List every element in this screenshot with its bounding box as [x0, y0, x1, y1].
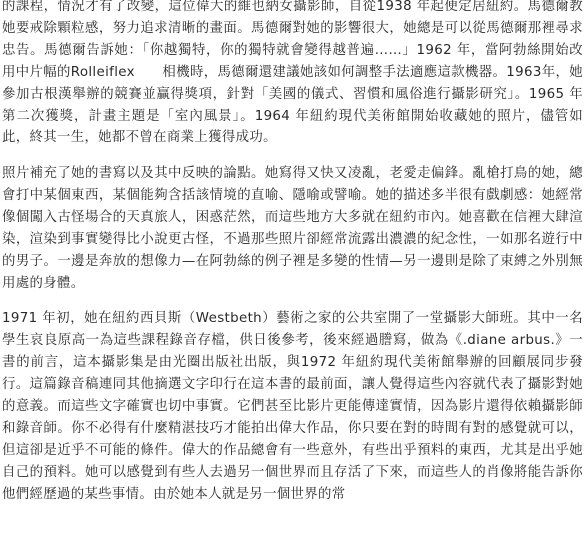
paragraph-1: 的課程，情況才有了改變，這位偉大的維也納女攝影師，自從1938 年起便定居紐約。馬德爾教她要戒除顆粒感，努力追求清晰的畫面。馬德爾對她的影響很大，她總是可以從馬德爾那裡尋求忠告。馬德爾告訴她：「你越獨特，你的獨特就會變得越普遍……」1962 年，當阿勃絲開始改用中片幅的Rolleiflex 相機時，馬德爾還建議她該如何調整手法適應這款機器。1963年，她參加古根漢舉辦的競賽並贏得獎項，針對「美國的儀式、習慣和風俗進行攝影研究」。1965 年第二次獲獎，計畫主題是「室內風景」。1964 年紐約現代美術館開始收藏她的照片，儘管如此，終其一生，她都不曾在商業上獲得成功。 [2, 0, 583, 146]
paragraph-gap [2, 149, 583, 163]
paragraph-2: 照片補充了她的書寫以及其中反映的論點。她寫得又快又凌亂，老愛走偏鋒。亂槍打鳥的她，總會打中某個東西，某個能夠含括該情境的直喻、隱喻或譬喻。她的描述多半很有戲劇感：她經常像個闖入古怪場合的天真旅人，困惑茫然，而這些地方大多就在紐約市內。她喜歡在信裡大肆渲染，渲染到事實變得比小說更古怪，不過那些照片卻經常流露出濃濃的紀念性，一如那名遊行中的男子。一邊是奔放的想像力—在阿勃絲的例子裡是多變的性情—另一邊則是除了束縛之外別無用處的身體。 [2, 166, 583, 291]
paragraph-gap [2, 294, 583, 308]
paragraph-3: 1971 年初，她在紐約西貝斯（Westbeth）藝術之家的公共室開了一堂攝影大師班。其中一名學生哀良原高一為這些課程錄音存檔，供日後參考，後來經過謄寫，做為《.diane arbus.》一書的前言，這本攝影集是由光圈出版社出版，與1972 年紐約現代美術館舉辦的回顧展同步發行。這篇錄音稿連同其他摘選文字印行在這本書的最前面，讓人覺得這些內容就代表了攝影對她的意義。而這些文字確實也切中事實。它們甚至比影片更能傳達實情，因為影片還得依賴攝影師和錄音師。你不必得有什麼精湛技巧才能拍出偉大作品，你只要在對的時間有對的感覺就可以，但這卻是近乎不可能的條件。偉大的作品總會有一些意外，有些出乎預料的東西，尤其是出乎她自己的預料。她可以感覺到有些人去過另一個世界而且存活了下來，而這些人的肖像將能告訴你他們經歷過的某些事情。由於她本人就是另一個世界的常 [2, 311, 583, 502]
